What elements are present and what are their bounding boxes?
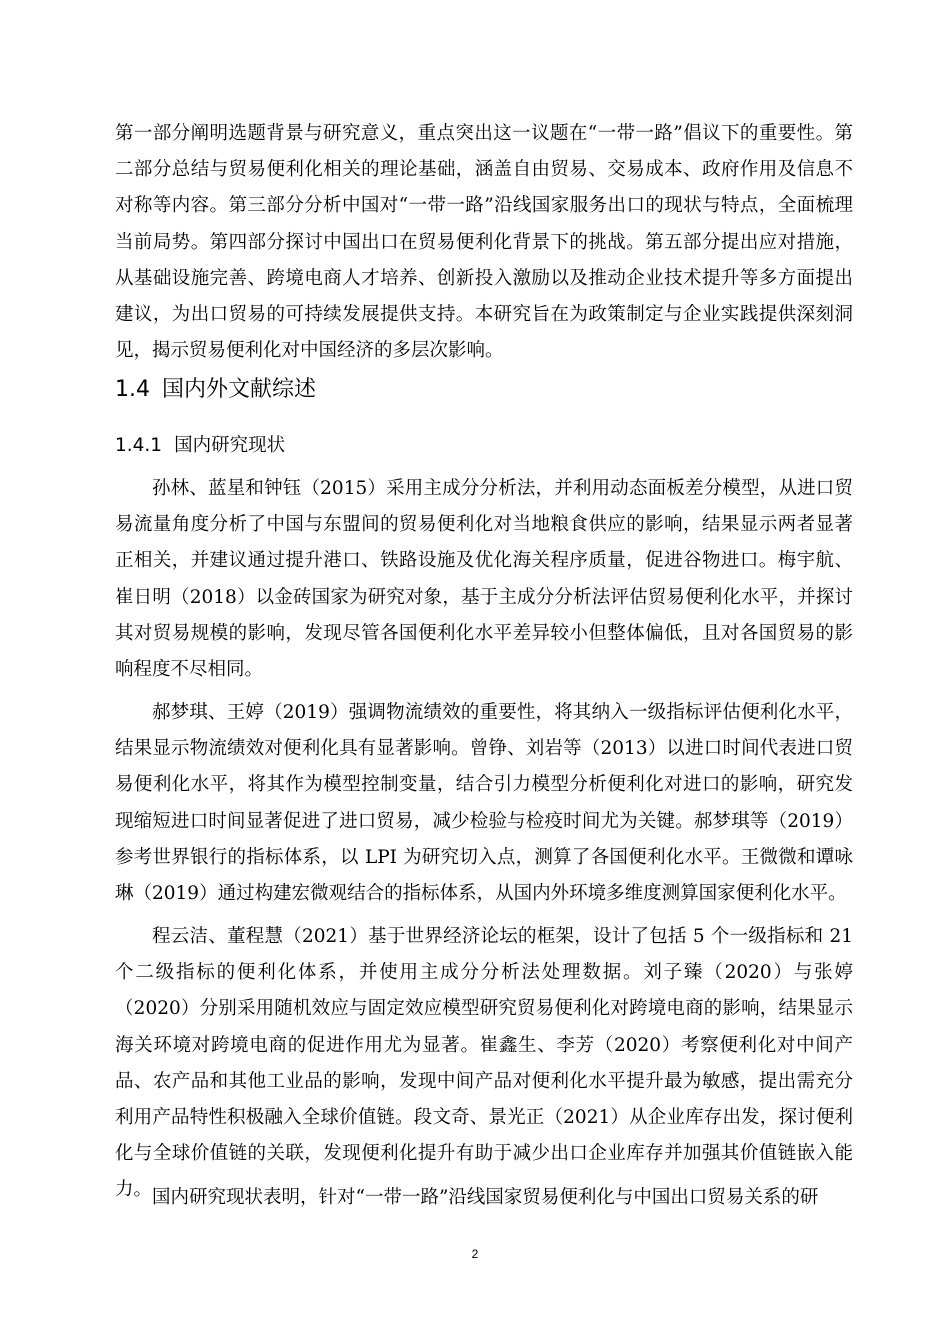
body-paragraph-1: 孙林、蓝星和钟钰（2015）采用主成分分析法，并利用动态面板差分模型，从进口贸易流量角度分析了中国与东盟间的贸易便利化对当地粮食供应的影响，结果显示两者显著正相关，并建议通过提升港口、铁路设施及优化海关程序质量，促进谷物进口。梅宇航、崔日明（2018）以金砖国家为研究对象，基于主成分分析法评估贸易便利化水平，并探讨其对贸易规模的影响，发现尽管各国便利化水平差异较小但整体偏低，且对各国贸易的影响程度不尽相同。: [115, 478, 853, 681]
body-paragraph-2: 郝梦琪、王婷（2019）强调物流绩效的重要性，将其纳入一级指标评估便利化水平，结果显示物流绩效对便利化具有显著影响。曾铮、刘岩等（2013）以进口时间代表进口贸易便利化水平，将其作为模型控制变量，结合引力模型分析便利化对进口的影响，研究发现缩短进口时间显著促进了进口贸易，减少检验与检疫时间尤为关键。郝梦琪等（2019）参考世界银行的指标体系，以 LPI 为研究切入点，测算了各国便利化水平。王微微和谭咏琳（2019）通过构建宏微观结合的指标体系，从国内外环境多维度测算国家便利化水平。: [115, 702, 853, 905]
body-paragraph-4: 国内研究现状表明，针对“一带一路”沿线国家贸易便利化与中国出口贸易关系的研: [152, 1187, 819, 1208]
section-number: 1.4: [115, 377, 150, 402]
intro-paragraph: 第一部分阐明选题背景与研究意义，重点突出这一议题在“一带一路”倡议下的重要性。第二部分总结与贸易便利化相关的理论基础，涵盖自由贸易、交易成本、政府作用及信息不对称等内容。第三部分分析中国对“一带一路”沿线国家服务出口的现状与特点，全面梳理当前局势。第四部分探讨中国出口在贸易便利化背景下的挑战。第五部分提出应对措施，从基础设施完善、跨境电商人才培养、创新投入激励以及推动企业技术提升等多方面提出建议，为出口贸易的可持续发展提供支持。本研究旨在为政策制定与企业实践提供深刻洞见，揭示贸易便利化对中国经济的多层次影响。: [115, 123, 853, 362]
section-heading: [115, 372, 316, 408]
body-paragraph-3: 程云洁、董程慧（2021）基于世界经济论坛的框架，设计了包括 5 个一级指标和 21 个二级指标的便利化体系，并使用主成分分析法处理数据。刘子臻（2020）与张婷（2020）分别采用随机效应与固定效应模型研究贸易便利化对跨境电商的影响，结果显示海关环境对跨境电商的促进作用尤为显著。崔鑫生、李芳（2020）考察便利化对中间产品、农产品和其他工业品的影响，发现中间产品对便利化水平提升最为敏感，提出需充分利用产品特性积极融入全球价值链。段文奇、景光正（2021）从企业库存出发，探讨便利化与全球价值链的关联，发现便利化提升有助于减少出口企业库存并加强其价值链嵌入能力。: [115, 926, 853, 1201]
section-title: 国内外文献综述: [162, 377, 317, 402]
subsection-title: 国内研究现状: [174, 435, 286, 456]
subsection-heading: [115, 430, 285, 462]
subsection-number: 1.4.1: [115, 435, 163, 456]
page-number: 2: [471, 1247, 479, 1261]
